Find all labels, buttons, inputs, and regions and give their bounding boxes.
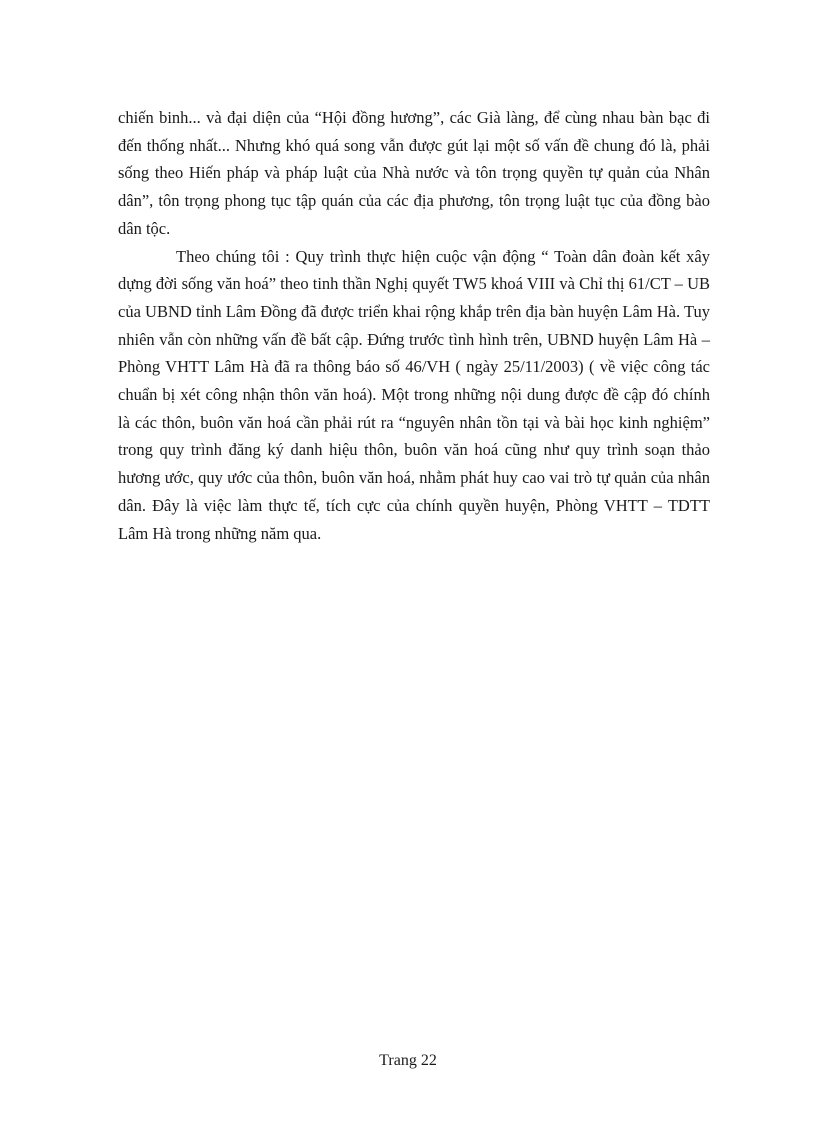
page-number: Trang 22: [379, 1052, 437, 1069]
paragraph-main: Theo chúng tôi : Quy trình thực hiện cuộc vận động “ Toàn dân đoàn kết xây dựng đời sống văn hoá” theo tinh thần Nghị quyết TW5 khoá VIII và Chỉ thị 61/CT – UB của UBND tỉnh Lâm Đồng đã được triển khai rộng khắp trên địa bàn huyện Lâm Hà. Tuy nhiên vẫn còn những vấn đề bất cập. Đứng trước tình hình trên, UBND huyện Lâm Hà – Phòng VHTT Lâm Hà đã ra thông báo số 46/VH ( ngày 25/11/2003) ( về việc công tác chuẩn bị xét công nhận thôn văn hoá). Một trong những nội dung được đề cập đó chính là các thôn, buôn văn hoá cần phải rút ra “nguyên nhân tồn tại và bài học kinh nghiệm” trong quy trình đăng ký danh hiệu thôn, buôn văn hoá cũng như quy trình soạn thảo hương ước, quy ước của thôn, buôn văn hoá, nhằm phát huy cao vai trò tự quản của nhân dân. Đây là việc làm thực tế, tích cực của chính quyền huyện, Phòng VHTT – TDTT Lâm Hà trong những năm qua.: [118, 246, 710, 543]
body-text: [118, 104, 710, 547]
paragraph-continuation: chiến binh... và đại diện của “Hội đồng hương”, các Già làng, để cùng nhau bàn bạc đi đến thống nhất... Nhưng khó quá song vẫn được gút lại một số vấn đề chung đó là, phải sống theo Hiến pháp và pháp luật của Nhà nước và tôn trọng quyền tự quản của Nhân dân”, tôn trọng phong tục tập quán của các địa phương, tôn trọng luật tục của đồng bào dân tộc.: [118, 108, 710, 238]
